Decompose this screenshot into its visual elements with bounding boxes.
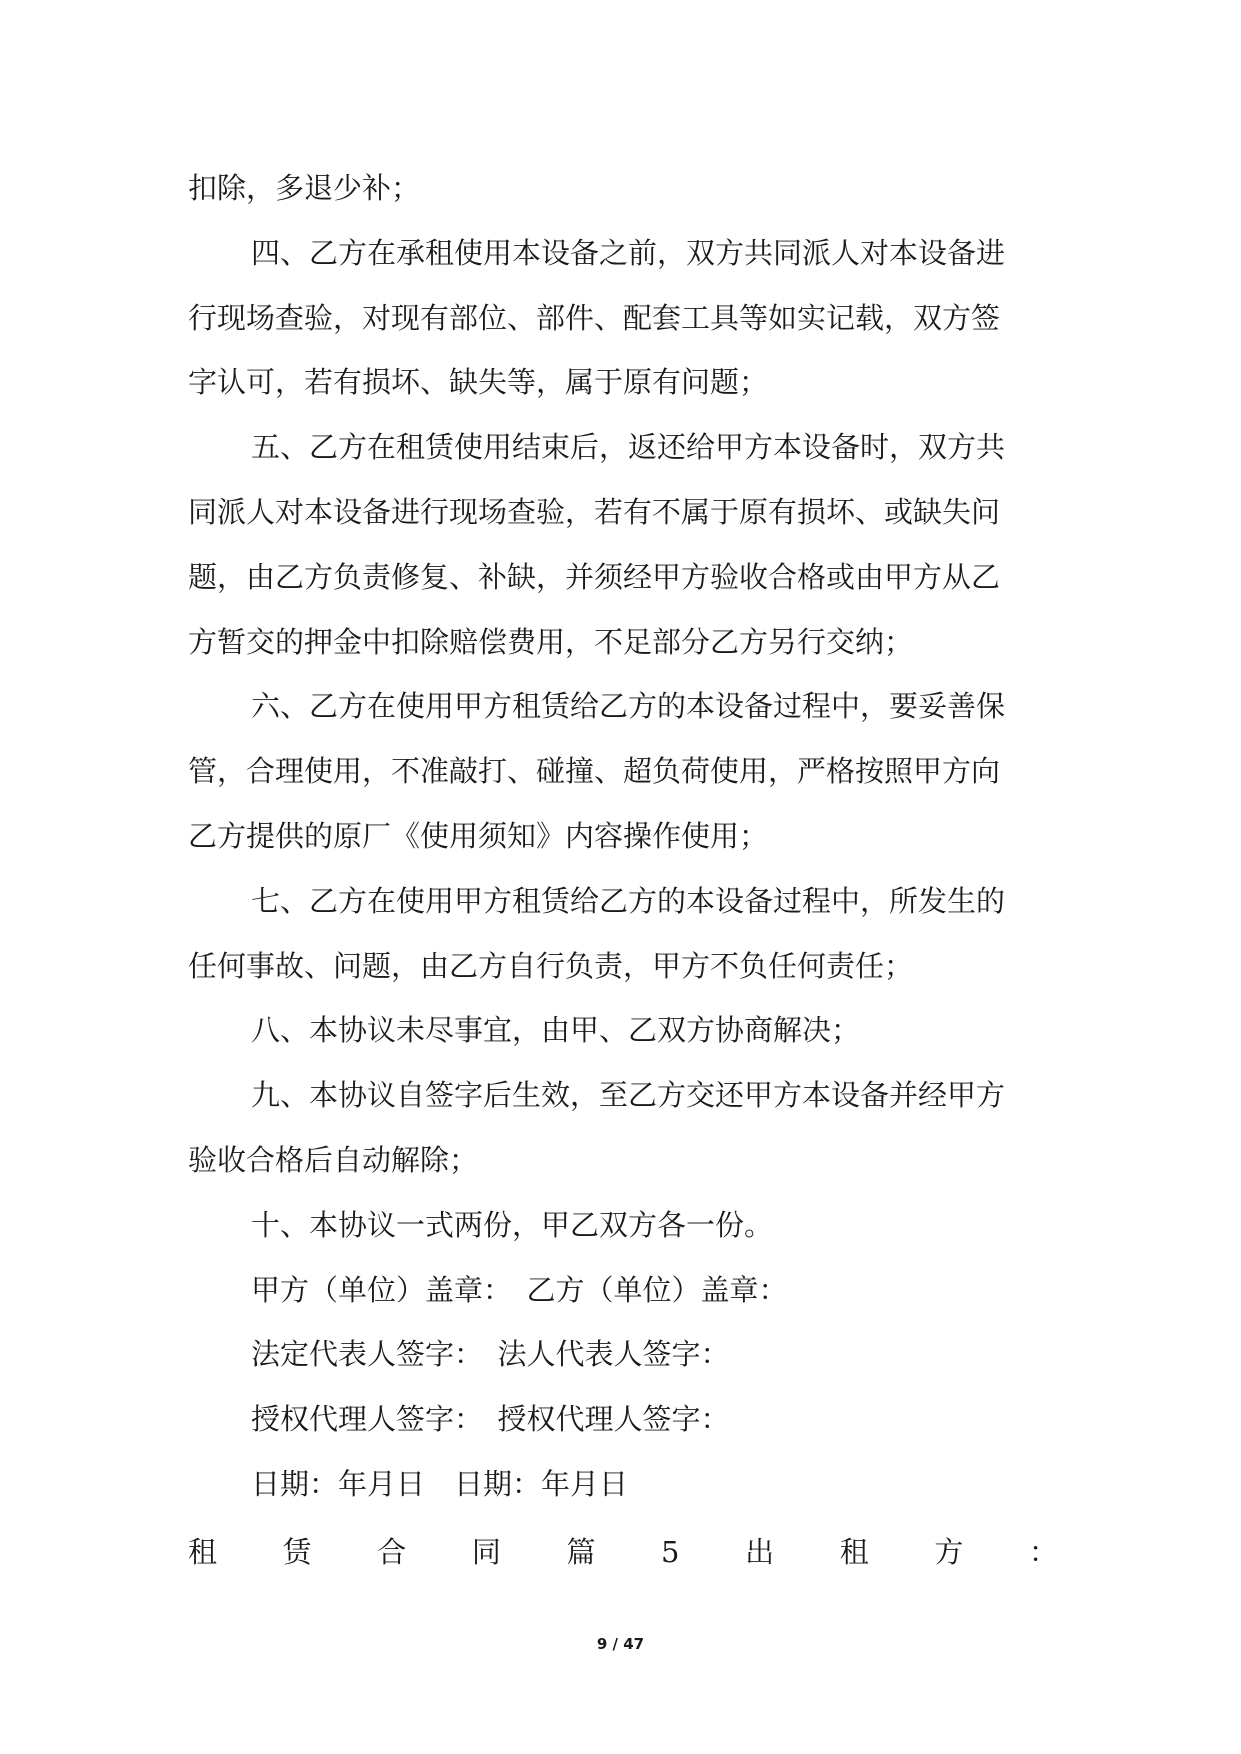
heading-glyph: 篇 — [566, 1535, 596, 1569]
contract-body — [188, 156, 1058, 1517]
text-line: 题，由乙方负责修复、补缺，并须经甲方验收合格或由甲方从乙 — [188, 559, 1001, 594]
text-line: 管，合理使用，不准敲打、碰撞、超负荷使用，严格按照甲方向 — [188, 754, 1001, 789]
text-line: 行现场查验，对现有部位、部件、配套工具等如实记载，双方签 — [188, 300, 1001, 335]
text-line: 任何事故、问题，由乙方自行负责，甲方不负任何责任； — [188, 948, 914, 983]
text-line: 八、本协议未尽事宜，由甲、乙双方协商解决； — [251, 1013, 861, 1048]
text-line: 验收合格后自动解除； — [188, 1142, 479, 1177]
text-line: 法定代表人签字： 法人代表人签字： — [251, 1337, 730, 1372]
text-line: 授权代理人签字： 授权代理人签字： — [251, 1402, 730, 1437]
text-line: 六、乙方在使用甲方租赁给乙方的本设备过程中，要妥善保 — [251, 689, 1006, 724]
heading-glyph: 方 — [934, 1535, 964, 1569]
text-line: 十、本协议一式两份，甲乙双方各一份。 — [251, 1207, 774, 1242]
text-line: 字认可，若有损坏、缺失等，属于原有问题； — [188, 365, 769, 400]
text-line: 九、本协议自签字后生效，至乙方交还甲方本设备并经甲方 — [251, 1078, 1006, 1113]
section-heading-line — [188, 1520, 1058, 1584]
heading-glyph: 合 — [377, 1535, 407, 1569]
page-number: 9 / 47 — [596, 1635, 645, 1653]
heading-glyph: 同 — [471, 1535, 501, 1569]
text-line: 四、乙方在承租使用本设备之前，双方共同派人对本设备进 — [251, 235, 1006, 270]
text-line: 同派人对本设备进行现场查验，若有不属于原有损坏、或缺失问 — [188, 494, 1001, 529]
text-line: 七、乙方在使用甲方租赁给乙方的本设备过程中，所发生的 — [251, 883, 1006, 918]
text-line: 日期：年月日 日期：年月日 — [251, 1466, 629, 1501]
text-line: 方暂交的押金中扣除赔偿费用，不足部分乙方另行交纳； — [188, 624, 914, 659]
heading-glyph: 租 — [839, 1535, 869, 1569]
heading-glyph: 5 — [661, 1535, 680, 1569]
heading-glyph: 赁 — [282, 1535, 312, 1569]
heading-glyph: 租 — [188, 1535, 218, 1569]
text-line: 五、乙方在租赁使用结束后，返还给甲方本设备时，双方共 — [251, 430, 1006, 465]
text-line: 扣除，多退少补； — [188, 171, 421, 205]
text-line: 乙方提供的原厂《使用须知》内容操作使用； — [188, 818, 769, 853]
text-line: 甲方（单位）盖章： 乙方（单位）盖章： — [251, 1272, 788, 1307]
heading-glyph: 出 — [745, 1535, 775, 1569]
heading-glyph: ： — [1028, 1535, 1058, 1569]
